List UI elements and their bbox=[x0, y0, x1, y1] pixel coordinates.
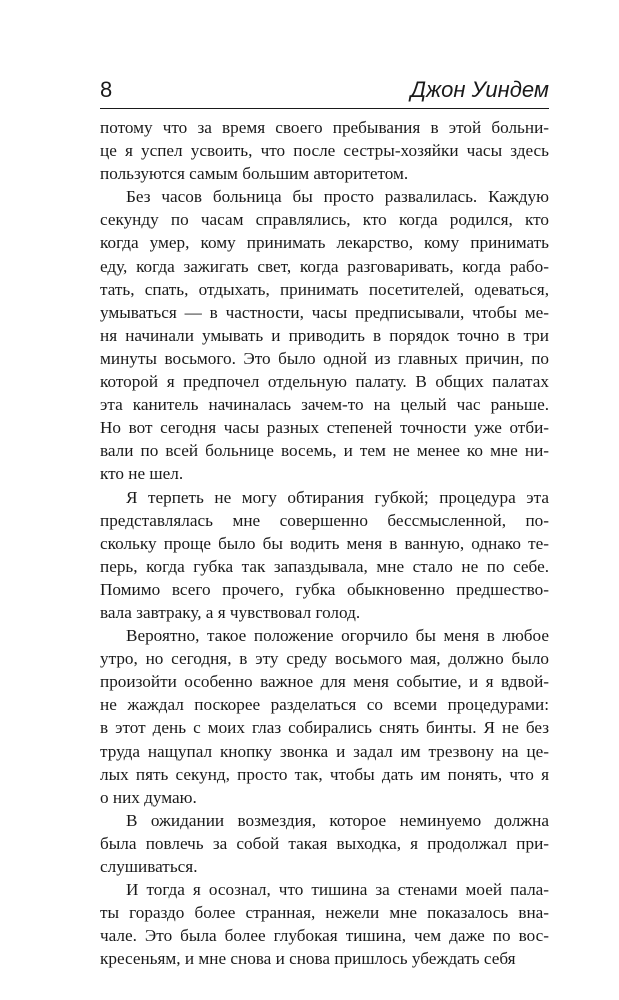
text-line: лых пять секунд, просто так, чтобы дать им понять, что я bbox=[100, 764, 549, 784]
text-line: тать, спать, отдыхать, принимать посетителей, одеваться, bbox=[100, 279, 549, 299]
text-line: це я успел усвоить, что после сестры-хозяйки часы здесь bbox=[100, 141, 549, 161]
paragraph bbox=[100, 809, 549, 878]
text-line: скольку проще было бы водить меня в ванную, однако те- bbox=[100, 533, 549, 553]
text-line: которой я предпочел отдельную палату. В общих палатах bbox=[100, 372, 549, 392]
header-rule bbox=[100, 108, 549, 109]
paragraph bbox=[100, 116, 549, 185]
paragraph bbox=[100, 185, 549, 485]
text-line: Вероятно, такое положение огорчило бы меня в любое bbox=[126, 626, 549, 646]
paragraph bbox=[100, 624, 549, 809]
running-title: Джон Уиндем bbox=[410, 77, 549, 102]
text-line: была повлечь за собой такая выходка, я продолжал при- bbox=[100, 833, 549, 853]
text-line: не жаждал поскорее разделаться со всеми процедурами: bbox=[100, 695, 549, 715]
text-line: слушиваться. bbox=[100, 857, 198, 876]
page-number: 8 bbox=[100, 77, 113, 102]
text-line: Я терпеть не могу обтирания губкой; процедура эта bbox=[126, 487, 549, 507]
text-line: еду, когда зажигать свет, когда разговаривать, когда рабо- bbox=[100, 256, 549, 276]
text-line: Без часов больница бы просто развалилась. Каждую bbox=[126, 187, 549, 207]
text-line: потому что за время своего пребывания в этой больни- bbox=[100, 118, 549, 137]
paragraph bbox=[100, 486, 549, 625]
body-text bbox=[100, 116, 549, 970]
text-line: Помимо всего прочего, губка обыкновенно предшество- bbox=[100, 579, 549, 599]
text-line: представлялась мне совершенно бессмысленной, по- bbox=[100, 510, 549, 530]
text-line: пользуются самым большим авторитетом. bbox=[100, 164, 409, 184]
text-line: утро, но сегодня, в эту среду восьмого мая, должно было bbox=[100, 649, 549, 669]
page-header bbox=[100, 76, 549, 108]
text-line: перь, когда губка так запаздывала, мне стало не по себе. bbox=[100, 556, 549, 576]
text-line: чале. Это была более глубокая тишина, чем даже по вос- bbox=[100, 926, 549, 946]
text-line: секунду по часам справлялись, кто когда родился, кто bbox=[100, 210, 549, 230]
text-line: ня начинали умывать и приводить в порядок точно в три bbox=[100, 325, 549, 345]
text-line: ты гораздо более странная, нежели мне показалось вна- bbox=[100, 903, 549, 923]
text-line: произойти особенно важное для меня событие, и я вдвой- bbox=[100, 672, 549, 692]
text-line: когда умер, кому принимать лекарство, кому принимать bbox=[100, 233, 549, 253]
text-line: кто не шел. bbox=[100, 464, 184, 484]
text-line: в этот день с моих глаз собирались снять бинты. Я не без bbox=[100, 718, 549, 738]
text-line: кресеньям, и мне снова и снова пришлось убеждать себя bbox=[100, 949, 516, 969]
text-line: о них думаю. bbox=[100, 787, 197, 807]
text-line: В ожидании возмездия, которое неминуемо должна bbox=[126, 810, 549, 830]
text-line: вала завтраку, а я чувствовал голод. bbox=[100, 602, 361, 622]
text-line: вали по всей больнице восемь, и тем не менее ко мне ни- bbox=[100, 441, 549, 461]
text-line: эта канитель начиналась зачем-то на целый час раньше. bbox=[100, 395, 549, 415]
text-line: умываться — в частности, часы предписывали, чтобы ме- bbox=[100, 302, 549, 322]
text-line: И тогда я осознал, что тишина за стенами моей пала- bbox=[126, 880, 549, 900]
text-line: Но вот сегодня часы разных степеней точности уже отби- bbox=[100, 418, 549, 438]
text-line: минуты восьмого. Это было одной из главных причин, по bbox=[100, 348, 549, 368]
text-line: труда нащупал кнопку звонка и задал им трезвону на це- bbox=[100, 741, 549, 761]
paragraph bbox=[100, 878, 549, 970]
